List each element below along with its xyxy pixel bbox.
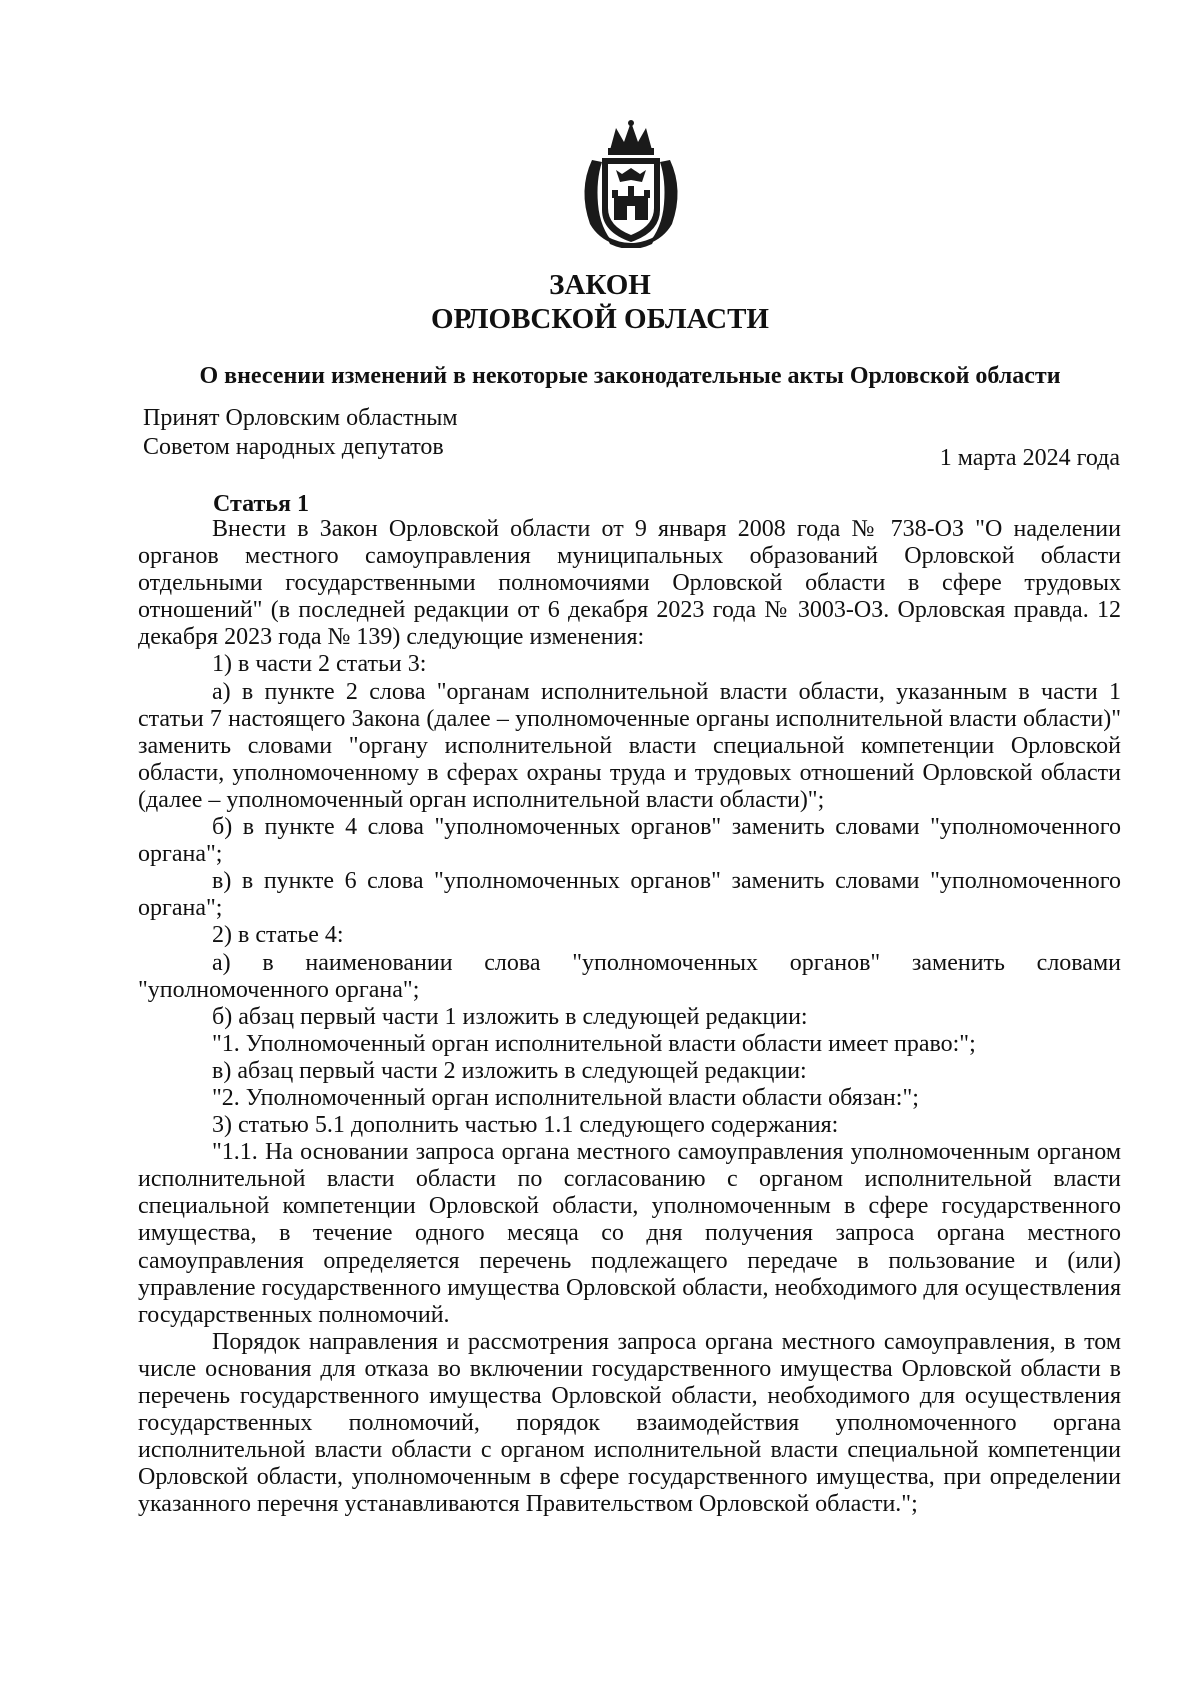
- paragraph: 2) в статье 4:: [212, 922, 344, 949]
- document-title: ЗАКОН: [549, 269, 651, 301]
- paragraph: Внести в Закон Орловской области от 9 января 2008 года № 738-ОЗ "О наделении органов местного самоуправления муниципальных образований Орловской области отдельными государственными полномочиями Орловской области в сфере трудовых отношений" (в последней редакции от 6 декабря 2023 года № 3003-ОЗ. Орловская правда. 12 декабря 2023 года № 139) следующие изменения:: [138, 516, 1121, 651]
- law-subject: О внесении изменений в некоторые законодательные акты Орловской области: [199, 363, 1061, 389]
- paragraph: а) в пункте 2 слова "органам исполнительной власти области, указанным в части 1 статьи 7 настоящего Закона (далее – уполномоченные органы исполнительной власти области)" заменить словами "органу исполнительной власти специальной компетенции Орловской области, уполномоченному в сферах охраны труда и трудовых отношений Орловской области (далее – уполномоченный орган исполнительной власти области)";: [138, 678, 1121, 813]
- article-body: [138, 516, 1121, 1518]
- paragraph: б) в пункте 4 слова "уполномоченных органов" заменить словами "уполномоченного органа";: [138, 814, 1121, 868]
- paragraph: 1) в части 2 статьи 3:: [212, 651, 427, 678]
- paragraph: Порядок направления и рассмотрения запроса органа местного самоуправления, в том числе основания для отказа во включении государственного имущества Орловской области в перечень государственного имущества Орловской области, необходимого для осуществления государственных полномочий, порядок взаимодействия уполномоченного органа исполнительной власти области с органом исполнительной власти специальной компетенции Орловской области, уполномоченным в сфере государственного имущества, при определении указанного перечня устанавливаются Правительством Орловской области.";: [138, 1328, 1121, 1518]
- paragraph: в) в пункте 6 слова "уполномоченных органов" заменить словами "уполномоченного органа";: [138, 868, 1121, 922]
- paragraph: в) абзац первый части 2 изложить в следующей редакции:: [212, 1057, 807, 1084]
- document-title-region: ОРЛОВСКОЙ ОБЛАСТИ: [430, 303, 769, 335]
- paragraph: "1.1. На основании запроса органа местного самоуправления уполномоченным органом исполнительной власти области по согласованию с органом исполнительной власти специальной компетенции Орловской области, уполномоченным в сфере государственного имущества, в течение одного месяца со дня получения запроса органа местного самоуправления определяется перечень подлежащего передаче в пользование и (или) управление государственного имущества Орловской области, необходимого для осуществления государственных полномочий.: [138, 1139, 1121, 1328]
- orel-coat-of-arms-icon: [572, 120, 690, 248]
- adoption-line: Принят Орловским областным: [143, 405, 458, 431]
- adoption-note: [143, 404, 643, 462]
- paragraph: б) абзац первый части 1 изложить в следующей редакции:: [212, 1003, 808, 1030]
- adoption-date: 1 марта 2024 года: [939, 445, 1120, 471]
- paragraph: 3) статью 5.1 дополнить частью 1.1 следующего содержания:: [212, 1112, 839, 1139]
- article-heading: Статья 1: [213, 491, 309, 517]
- paragraph: "2. Уполномоченный орган исполнительной власти области обязан:";: [212, 1084, 919, 1111]
- adoption-line: Советом народных депутатов: [143, 434, 444, 460]
- paragraph: "1. Уполномоченный орган исполнительной власти области имеет право:";: [212, 1030, 976, 1057]
- paragraph: а) в наименовании слова "уполномоченных органов" заменить словами "уполномоченного органа";: [138, 949, 1121, 1003]
